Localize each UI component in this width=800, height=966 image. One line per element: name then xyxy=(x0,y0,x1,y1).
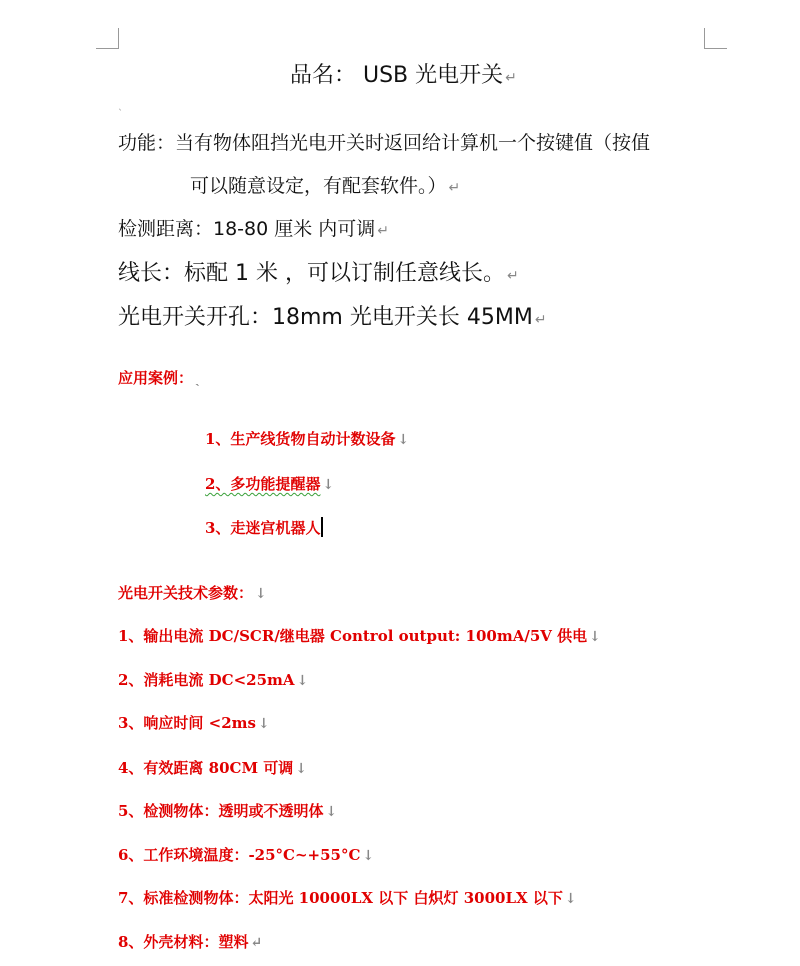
text-cursor xyxy=(321,517,323,537)
cable-length[interactable]: 线长：标配 1 米 ，可以订制任意线长。 ↵ xyxy=(118,261,519,286)
application-item-2[interactable]: 2、多功能提醒器 ↓ xyxy=(205,475,335,493)
empty-paragraph-mark: ˎ xyxy=(118,100,123,111)
application-item-3[interactable]: 3、走迷宫机器人 xyxy=(205,517,323,538)
specs-heading[interactable]: 光电开关技术参数： ↓ xyxy=(118,584,267,602)
spec-item-3[interactable]: 3、响应时间 <2ms ↓ xyxy=(118,714,270,732)
spec-item-8[interactable]: 8、外壳材料：塑料 ↵ xyxy=(118,933,263,951)
document-title[interactable]: 品名： USB 光电开关 ↵ xyxy=(290,63,517,88)
hole-size[interactable]: 光电开关开孔：18mm 光电开关长 45MM ↵ xyxy=(118,305,547,330)
applications-heading[interactable]: 应用案例： ˎ xyxy=(118,369,200,387)
spec-item-7[interactable]: 7、标准检测物体：太阳光 10000LX 以下 白炽灯 3000LX 以下 ↓ xyxy=(118,889,577,907)
spec-item-2[interactable]: 2、消耗电流 DC<25mA ↓ xyxy=(118,671,309,689)
spec-item-1[interactable]: 1、输出电流 DC/SCR/继电器 Control output: 100mA/5V 供电 ↓ xyxy=(118,627,601,645)
spec-item-6[interactable]: 6、工作环境温度：-25°C~+55°C ↓ xyxy=(118,846,375,864)
page-corner-mark-top-left xyxy=(96,28,119,49)
detection-distance[interactable]: 检测距离：18-80 厘米 内可调 ↵ xyxy=(118,218,390,240)
spec-item-4[interactable]: 4、有效距离 80CM 可调 ↓ xyxy=(118,759,308,777)
spec-item-5[interactable]: 5、检测物体：透明或不透明体 ↓ xyxy=(118,802,338,820)
function-line-1[interactable]: 功能：当有物体阻挡光电开关时返回给计算机一个按键值（按值 xyxy=(118,132,651,154)
function-line-2[interactable]: 可以随意设定，有配套软件。） ↵ xyxy=(190,175,461,197)
page-corner-mark-top-right xyxy=(704,28,727,49)
application-item-1[interactable]: 1、生产线货物自动计数设备 ↓ xyxy=(205,430,410,448)
